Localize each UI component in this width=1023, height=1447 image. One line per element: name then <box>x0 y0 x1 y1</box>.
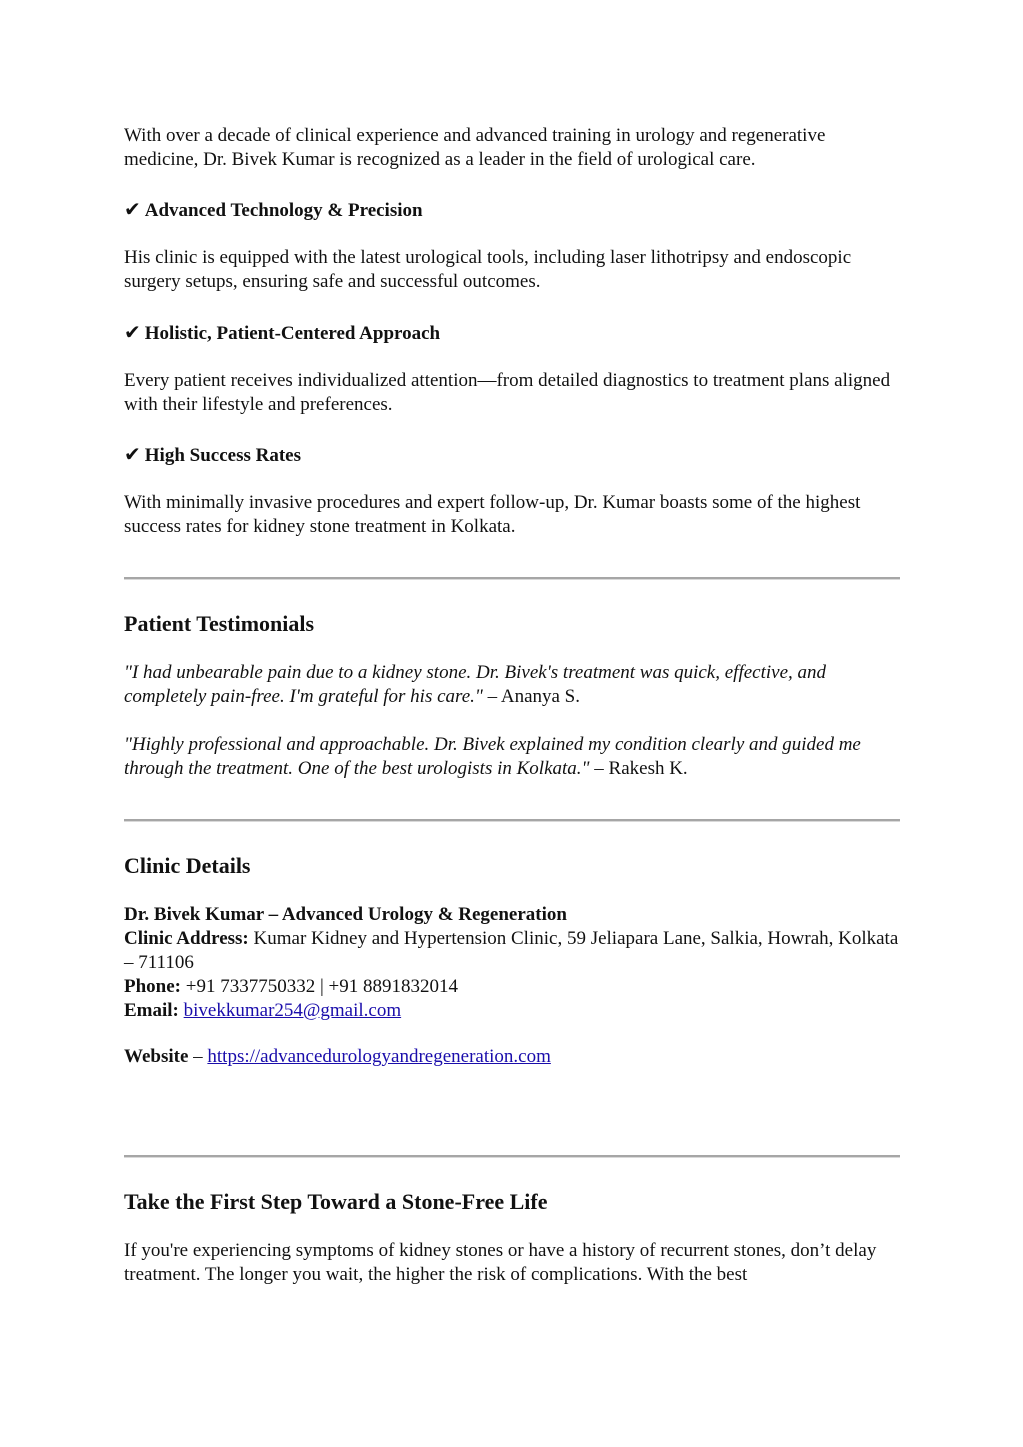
checkmark-icon: ✔ <box>124 320 141 344</box>
clinic-email <box>124 999 900 1023</box>
horizontal-divider <box>124 577 900 580</box>
testimonial-quote: "I had unbearable pain due to a kidney stone. Dr. Bivek's treatment was quick, effective, and completely pain-free. I'm grateful for his care." <box>124 662 827 707</box>
feature-paragraph-success: With minimally invasive procedures and expert follow-up, Dr. Kumar boasts some of the highest success rates for kidney stone treatment in Kolkata. <box>124 492 861 537</box>
testimonial-1 <box>124 661 900 709</box>
feature-heading-holistic <box>124 320 440 346</box>
feature-title: Advanced Technology & Precision <box>144 200 423 221</box>
clinic-heading: Clinic Details <box>124 853 251 878</box>
email-label: Email: <box>124 1000 179 1021</box>
checkmark-icon: ✔ <box>124 197 141 221</box>
clinic-phone <box>124 975 900 999</box>
cta-paragraph: If you're experiencing symptoms of kidney stones or have a history of recurrent stones, don’t delay treatment. The longer you wait, the higher the risk of complications. With the best <box>124 1240 877 1285</box>
feature-paragraph-holistic: Every patient receives individualized attention—from detailed diagnostics to treatment plans aligned with their lifestyle and preferences. <box>124 370 891 415</box>
phone-label: Phone: <box>124 976 181 997</box>
phone-value: +91 7337750332 | +91 8891832014 <box>181 976 458 997</box>
clinic-website <box>124 1045 900 1069</box>
intro-paragraph: With over a decade of clinical experience and advanced training in urology and regenerative medicine, Dr. Bivek Kumar is recognized as a leader in the field of urological care. <box>124 125 826 170</box>
feature-paragraph-technology: His clinic is equipped with the latest urological tools, including laser lithotripsy and endoscopic surgery setups, ensuring safe and successful outcomes. <box>124 247 852 292</box>
feature-title: High Success Rates <box>144 445 301 466</box>
testimonial-author: – Ananya S. <box>482 686 580 707</box>
clinic-name: Dr. Bivek Kumar – Advanced Urology & Regeneration <box>124 904 567 925</box>
website-label: Website <box>124 1046 189 1067</box>
feature-heading-technology <box>124 197 423 223</box>
testimonial-2 <box>124 733 900 781</box>
email-link[interactable]: bivekkumar254@gmail.com <box>183 1000 402 1021</box>
testimonials-heading: Patient Testimonials <box>124 611 315 636</box>
testimonial-author: – Rakesh K. <box>589 758 688 779</box>
website-link[interactable]: https://advancedurologyandregeneration.com <box>207 1046 551 1067</box>
horizontal-divider <box>124 819 900 822</box>
feature-heading-success <box>124 442 301 468</box>
address-label: Clinic Address: <box>124 928 249 949</box>
clinic-address <box>124 927 900 975</box>
testimonial-quote: "Highly professional and approachable. Dr. Bivek explained my condition clearly and guided me through the treatment. One of the best urologists in Kolkata." <box>124 734 861 779</box>
cta-heading: Take the First Step Toward a Stone-Free Life <box>124 1189 548 1214</box>
horizontal-divider <box>124 1155 900 1158</box>
clinic-details-block <box>124 903 900 1023</box>
address-value: Kumar Kidney and Hypertension Clinic, 59 Jeliapara Lane, Salkia, Howrah, Kolkata – 711106 <box>124 928 899 973</box>
feature-title: Holistic, Patient-Centered Approach <box>144 323 441 344</box>
website-separator: – <box>188 1046 208 1067</box>
checkmark-icon: ✔ <box>124 442 141 466</box>
